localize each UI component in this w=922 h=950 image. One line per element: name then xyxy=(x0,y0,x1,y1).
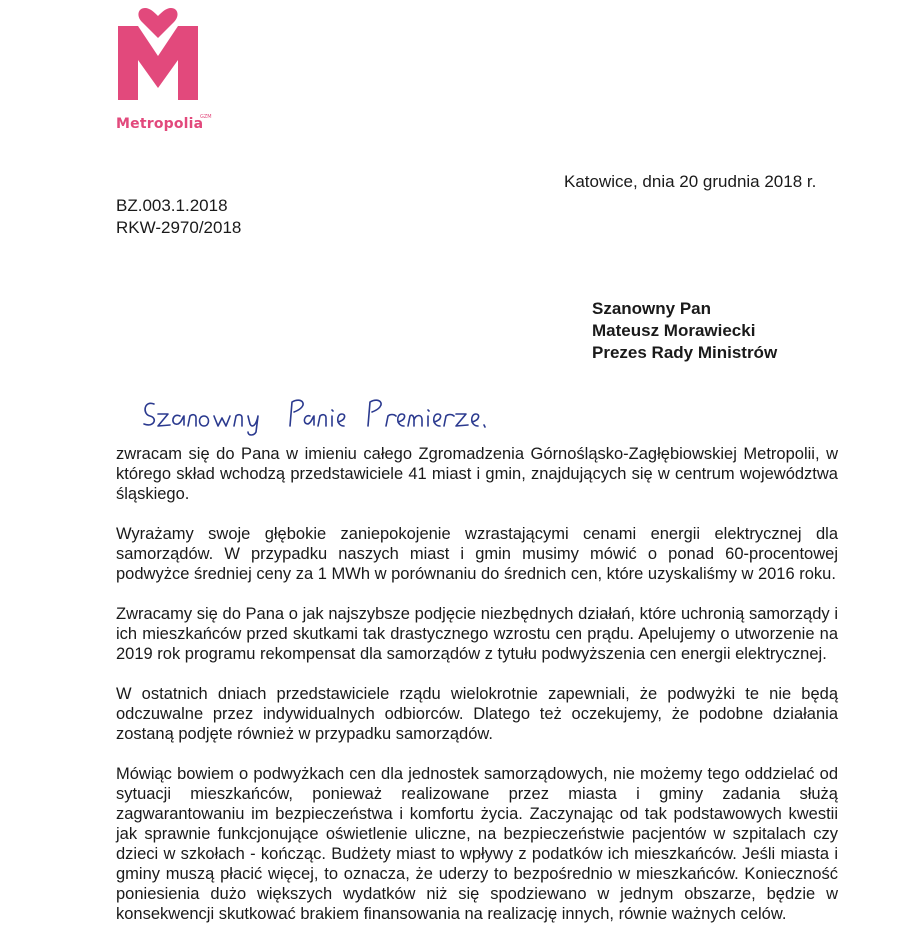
letter-date: Katowice, dnia 20 grudnia 2018 r. xyxy=(564,172,817,191)
handwritten-salutation xyxy=(140,392,510,441)
addressee-line: Prezes Rady Ministrów xyxy=(592,343,778,362)
body-paragraph: zwracam się do Pana w imieniu całego Zgromadzenia Górnośląsko-Zagłębiowskiej Metropolii, w którego skład wchodzą przedstawiciele 41 miast i gmin, znajdujących się w centrum województwa śląskiego. xyxy=(116,445,838,503)
handwriting-image xyxy=(140,392,510,436)
logo-text: Metropolia xyxy=(116,116,204,132)
logo-superscript: GZM xyxy=(200,114,212,120)
body-paragraph: Mówiąc bowiem o podwyżkach cen dla jednostek samorządowych, nie możemy tego oddzielać od sytuacji mieszkańców, ponieważ realizowane przez miasta i gminy zadania służą zagwarantowaniu im bezpieczeństwa i komfortu życia. Zaczynając od tak podstawowych kwestii jak sprawnie funkcjonujące oświetlenie uliczne, na bezpieczeństwie pacjentów w szpitalach czy dzieci w szkołach - kończąc. Budżety miast to wpływy z podatków ich mieszkańców. Jeśli miasta i gminy muszą płacić więcej, to oznacza, że uderzy to bezpośrednio w mieszkańców. Konieczność poniesienia dużo większych wydatków niż się spodziewano w jednym obszarze, będzie w konsekwencji skutkować brakiem finansowania na realizację innych, równie ważnych celów. xyxy=(116,765,838,923)
body-paragraph: Zwracamy się do Pana o jak najszybsze podjęcie niezbędnych działań, które uchronią samorządy i ich mieszkańców przed skutkami tak drastycznego wzrostu cen prądu. Apelujemy o utworzenie na 2019 rok programu rekompensat dla samorządów z tytułu podwyższenia cen energii elektrycznej. xyxy=(116,605,838,663)
reference-number: RKW-2970/2018 xyxy=(116,218,242,237)
addressee-line: Szanowny Pan xyxy=(592,299,712,318)
letter-body xyxy=(116,444,838,924)
reference-number: BZ.003.1.2018 xyxy=(116,196,228,215)
addressee-line: Mateusz Morawiecki xyxy=(592,321,756,340)
metropolia-logo xyxy=(112,4,212,134)
body-paragraph: W ostatnich dniach przedstawiciele rządu wielokrotnie zapewniali, że podwyżki te nie będą odczuwalne przez indywidualnych odbiorców. Dlatego też oczekujemy, że podobne działania zostaną podjęte również w przypadku samorządów. xyxy=(116,685,838,743)
body-paragraph: Wyrażamy swoje głębokie zaniepokojenie wzrastającymi cenami energii elektrycznej dla samorządów. W przypadku naszych miast i gmin musimy mówić o ponad 60-procentowej podwyżce średniej ceny za 1 MWh w porównaniu do średnich cen, które uzyskaliśmy w 2016 roku. xyxy=(116,525,838,583)
metropolia-logo-mark xyxy=(112,4,204,104)
addressee-block xyxy=(592,298,777,364)
